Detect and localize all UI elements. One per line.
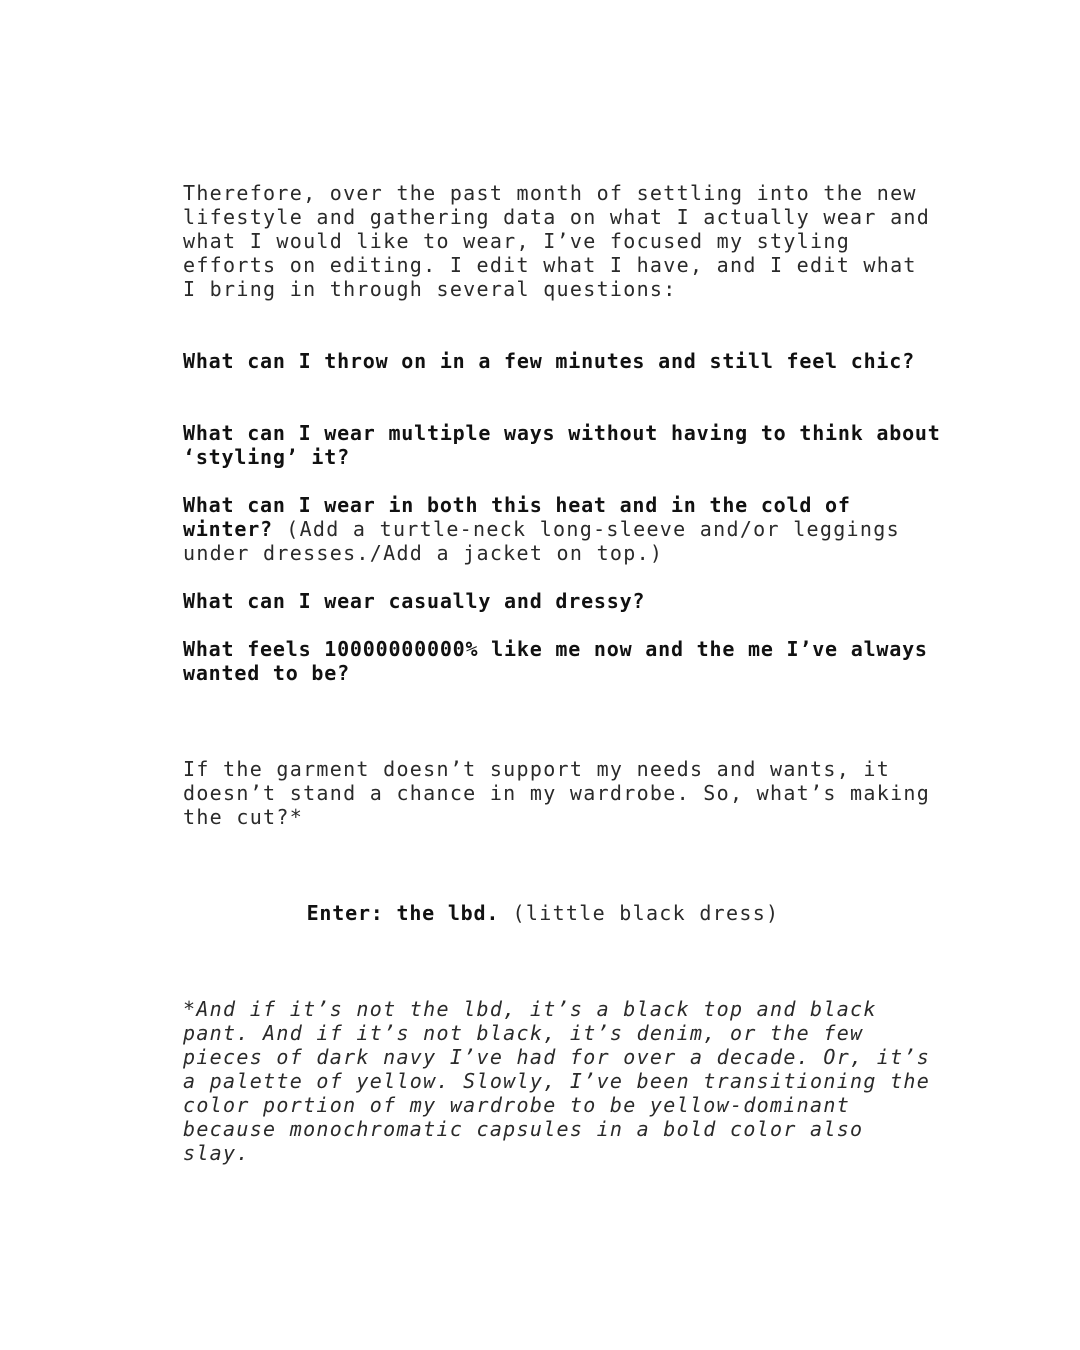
question-4	[183, 589, 943, 613]
question-note: (Add a turtle-neck long-sleeve and/or leggings under dresses./Add a jacket on top.)	[183, 517, 900, 565]
question-2	[183, 421, 943, 469]
question-text: What can I wear multiple ways without having to think about ‘styling’ it?	[183, 421, 941, 469]
question-text: What feels 10000000000% like me now and the me I’ve always wanted to be?	[183, 637, 928, 685]
footnote-paragraph: *And if it’s not the lbd, it’s a black top and black pant. And if it’s not black, it’s denim, or the few pieces of dark navy I’ve had for over a decade. Or, it’s a palette of yellow. Slowly, I’ve been transitioning the color portion of my wardrobe to be yellow-dominant because monochromatic capsules in a bold color also slay.	[183, 997, 931, 1165]
question-5	[183, 637, 943, 685]
condition-paragraph: If the garment doesn’t support my needs and wants, it doesn’t stand a chance in my wardrobe. So, what’s making the cut?*	[183, 757, 931, 829]
question-1	[183, 349, 943, 373]
question-text: What can I wear casually and dressy?	[183, 589, 646, 613]
question-text: What can I wear in both this heat and in the cold of winter?	[183, 493, 851, 541]
enter-line	[183, 901, 903, 925]
enter-light-text: (little black dress)	[499, 901, 780, 925]
enter-bold-text: Enter: the lbd.	[306, 901, 500, 925]
question-3	[183, 493, 943, 565]
intro-paragraph: Therefore, over the past month of settling into the new lifestyle and gathering data on what I actually wear and what I would like to wear, I’ve focused my styling efforts on editing. I edit what I have, and I edit what I bring in through several questions:	[183, 181, 931, 301]
question-text: What can I throw on in a few minutes and still feel chic?	[183, 349, 915, 373]
